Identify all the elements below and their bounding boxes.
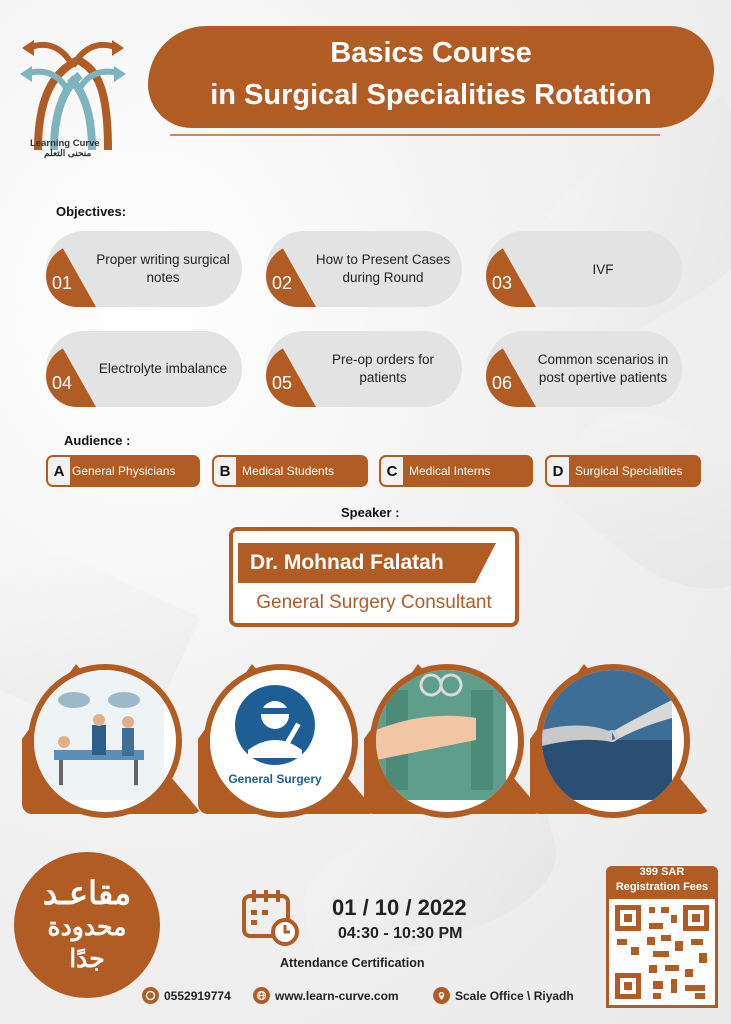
objective-number: 02 — [272, 273, 293, 293]
phone-number: 0552919774 — [164, 988, 231, 1003]
image-circle — [204, 664, 358, 818]
image-surgical-team — [364, 664, 544, 814]
fee-amount: 399 SAR — [639, 866, 685, 878]
title-divider — [170, 134, 660, 136]
objectives-label: Objectives: — [56, 204, 127, 219]
image-general-surgery-icon — [198, 664, 378, 814]
seats-line-1: مقاعـد — [42, 875, 132, 911]
title-line-2: in Surgical Specialities Rotation — [210, 79, 652, 111]
fee-label: Registration Fees — [615, 881, 709, 893]
objective-number: 06 — [492, 373, 513, 393]
audience-letter: C — [381, 457, 403, 485]
audience-label: Audience : — [64, 433, 131, 448]
whatsapp-icon — [142, 987, 159, 1004]
audience-text: General Physicians — [72, 464, 176, 478]
surgical-instruments-photo — [542, 670, 672, 800]
location-pin-icon — [433, 987, 450, 1004]
logo-text-ar: منحنى التعلم — [44, 148, 92, 158]
objective-text: Common scenarios in post opertive patients — [537, 352, 669, 385]
objective-text: IVF — [592, 262, 614, 277]
objective-item — [46, 331, 242, 407]
surgical-team-photo — [376, 670, 506, 800]
contact-phone[interactable] — [142, 987, 231, 1004]
contact-location — [433, 987, 574, 1004]
speaker-role: General Surgery Consultant — [256, 592, 492, 613]
objective-item — [266, 231, 462, 307]
speaker-label: Speaker : — [341, 505, 400, 520]
audience-badge — [545, 455, 701, 487]
title-line-1: Basics Course — [330, 37, 532, 69]
location-text: Scale Office \ Riyadh — [455, 988, 574, 1003]
objective-text: Electrolyte imbalance — [98, 361, 228, 376]
attendance-certification: Attendance Certification — [280, 956, 425, 970]
contact-website[interactable] — [253, 987, 399, 1004]
objective-text: Proper writing surgical notes — [96, 252, 230, 285]
objective-text: Pre-op orders for patients — [331, 352, 435, 385]
event-time: 04:30 - 10:30 PM — [338, 925, 463, 942]
seats-line-2: محدودة — [47, 913, 127, 941]
general-surgery-caption: General Surgery — [228, 772, 322, 786]
objective-item — [486, 331, 682, 407]
page-title — [148, 32, 714, 116]
audience-badge — [46, 455, 200, 487]
website-url: www.learn-curve.com — [275, 988, 399, 1003]
objective-item — [266, 331, 462, 407]
audience-letter: B — [214, 457, 236, 485]
audience-badge — [379, 455, 533, 487]
objective-item — [486, 231, 682, 307]
background-leaf — [541, 376, 731, 625]
qr-code[interactable] — [606, 896, 718, 1008]
operating-room-illustration — [34, 670, 164, 800]
logo-text-en: Learning Curve — [30, 138, 100, 149]
audience-badge — [212, 455, 368, 487]
image-surgical-instruments — [530, 664, 710, 814]
speaker-name: Dr. Mohnad Falatah — [250, 551, 444, 574]
objective-number: 03 — [492, 273, 513, 293]
objective-number: 05 — [272, 373, 293, 393]
objective-text: How to Present Cases during Round — [315, 252, 451, 285]
image-circle — [28, 664, 182, 818]
background-leaf — [497, 96, 731, 365]
audience-letter: A — [48, 457, 70, 485]
calendar-icon — [240, 888, 302, 946]
image-operating-room — [22, 664, 202, 814]
audience-text: Medical Students — [242, 464, 335, 478]
audience-text: Surgical Specialities — [575, 464, 683, 478]
qr-code-pattern — [609, 899, 715, 1005]
audience-text: Medical Interns — [409, 464, 491, 478]
objective-number: 01 — [52, 273, 73, 293]
objective-item — [46, 231, 242, 307]
objective-number: 04 — [52, 373, 73, 393]
globe-icon — [253, 987, 270, 1004]
event-date: 01 / 10 / 2022 — [332, 895, 467, 920]
image-circle — [536, 664, 690, 818]
image-circle — [370, 664, 524, 818]
seats-line-3: جدًا — [69, 945, 105, 973]
audience-letter: D — [547, 457, 569, 485]
